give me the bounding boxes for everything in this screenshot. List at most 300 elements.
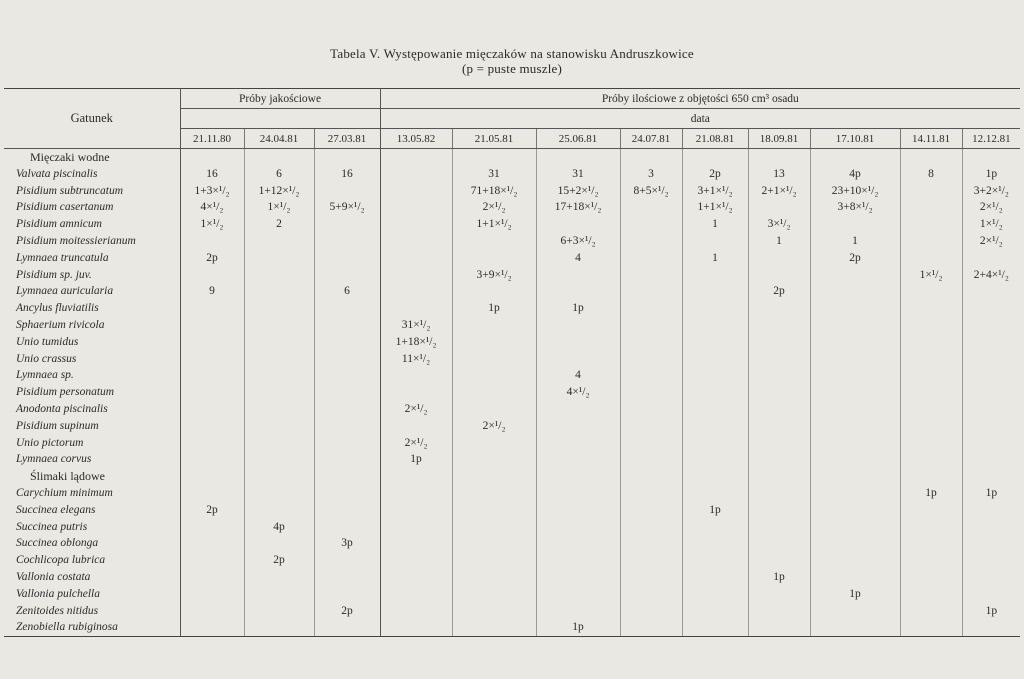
- table-cell: 1p: [452, 300, 536, 317]
- table-cell: [180, 552, 244, 569]
- table-cell: [180, 569, 244, 586]
- table-cell: [620, 519, 682, 536]
- table-cell: 3p: [314, 535, 380, 552]
- table-row: [4, 300, 1020, 317]
- species-name: Unio crassus: [4, 351, 180, 368]
- table-caption: [0, 46, 1024, 76]
- table-cell: [810, 569, 900, 586]
- table-row: [4, 233, 1020, 250]
- table-cell: [810, 502, 900, 519]
- table-cell: [620, 199, 682, 216]
- table-cell: 1p: [985, 604, 998, 617]
- table-cell: 3: [620, 166, 682, 183]
- table-cell: 4: [536, 367, 620, 384]
- table-cell: [962, 502, 1020, 519]
- table-cell: [900, 334, 962, 351]
- table-cell: [748, 300, 810, 317]
- table-cell: 17+18×¹/₂: [536, 199, 620, 216]
- species-name: Pisidium supinum: [4, 418, 180, 435]
- table-cell: [380, 300, 452, 317]
- table-cell: [620, 603, 682, 620]
- table-cell: 1+3×¹/₂: [180, 183, 244, 200]
- table-cell: 2p: [314, 603, 380, 620]
- table-cell: [536, 519, 620, 536]
- table-cell: [620, 267, 682, 284]
- table-cell: [682, 367, 748, 384]
- table-row: [4, 569, 1020, 586]
- table-cell: [180, 435, 244, 452]
- table-cell: [180, 233, 244, 250]
- species-name: Anodonta piscinalis: [4, 401, 180, 418]
- table-cell: [244, 384, 314, 401]
- table-cell: 1×¹/₂: [180, 216, 244, 233]
- table-cell: [244, 317, 314, 334]
- table-subtitle: (p = puste muszle): [461, 61, 563, 76]
- table-row: [4, 535, 1020, 552]
- table-cell: [810, 267, 900, 284]
- table-cell: [962, 451, 1020, 468]
- table-cell: [620, 485, 682, 502]
- table-cell: [900, 519, 962, 536]
- table-row: [4, 603, 1020, 620]
- table-cell: [180, 367, 244, 384]
- table-row: [4, 552, 1020, 569]
- table-cell: [900, 502, 962, 519]
- species-name: Pisidium casertanum: [4, 199, 180, 216]
- table-cell: [452, 317, 536, 334]
- table-cell: [620, 552, 682, 569]
- table-cell: [314, 367, 380, 384]
- table-cell: [810, 300, 900, 317]
- table-cell: [748, 519, 810, 536]
- table-cell: [900, 199, 962, 216]
- table-cell: [620, 300, 682, 317]
- table-cell: [380, 233, 452, 250]
- table-cell: [314, 619, 380, 636]
- table-row: [4, 502, 1020, 519]
- species-name: Lymnaea corvus: [4, 451, 180, 468]
- table-cell: [962, 334, 1020, 351]
- table-cell: [180, 267, 244, 284]
- table-cell: [180, 384, 244, 401]
- table-cell: 3×¹/₂: [748, 216, 810, 233]
- table-cell: [748, 468, 810, 485]
- table-cell: [452, 535, 536, 552]
- table-cell: [682, 603, 748, 620]
- table-cell: [620, 502, 682, 519]
- table-cell: [962, 351, 1020, 368]
- table-cell: [380, 552, 452, 569]
- table-cell: [810, 468, 900, 485]
- table-row: [4, 485, 1020, 502]
- table-cell: [620, 351, 682, 368]
- table-cell: [314, 418, 380, 435]
- table-cell: [180, 351, 244, 368]
- table-cell: 3+1×¹/₂: [682, 183, 748, 200]
- table-row: [4, 351, 1020, 368]
- table-cell: [748, 535, 810, 552]
- table-cell: [962, 586, 1020, 603]
- table-cell: [452, 552, 536, 569]
- species-name: Succinea elegans: [4, 502, 180, 519]
- table-cell: [962, 418, 1020, 435]
- table-cell: [810, 401, 900, 418]
- table-cell: [810, 485, 900, 502]
- table-cell: [244, 535, 314, 552]
- table-cell: 1p: [748, 569, 810, 586]
- table-cell: [810, 519, 900, 536]
- table-cell: [682, 552, 748, 569]
- table-cell: [810, 317, 900, 334]
- date-header: 24.07.81: [620, 129, 682, 149]
- species-name: Lymnaea truncatula: [4, 250, 180, 267]
- table-cell: [536, 451, 620, 468]
- table-cell: [900, 216, 962, 233]
- table-cell: [380, 586, 452, 603]
- table-cell: [380, 166, 452, 183]
- table-cell: [452, 384, 536, 401]
- species-name: Vallonia costata: [4, 569, 180, 586]
- table-cell: [380, 535, 452, 552]
- table-cell: [810, 384, 900, 401]
- date-header: 27.03.81: [314, 129, 380, 149]
- table-cell: [314, 435, 380, 452]
- table-cell: 16: [180, 166, 244, 183]
- table-cell: [452, 367, 536, 384]
- table-cell: [620, 367, 682, 384]
- table-cell: [810, 603, 900, 620]
- table-cell: [962, 300, 1020, 317]
- table-cell: [536, 317, 620, 334]
- table-row: [4, 418, 1020, 435]
- table-cell: [536, 267, 620, 284]
- table-cell: [900, 468, 962, 485]
- table-cell: [244, 334, 314, 351]
- table-cell: [536, 418, 620, 435]
- table-cell: [244, 300, 314, 317]
- table-row: [4, 435, 1020, 452]
- table-row: [4, 250, 1020, 267]
- table-cell: [314, 485, 380, 502]
- table-cell: [620, 435, 682, 452]
- table-cell: [620, 569, 682, 586]
- table-cell: [536, 283, 620, 300]
- table-cell: [900, 149, 962, 166]
- table-cell: [452, 619, 536, 636]
- table-cell: 2×¹/₂: [979, 234, 1003, 247]
- table-cell: 3+9×¹/₂: [452, 267, 536, 284]
- table-cell: [536, 569, 620, 586]
- table-cell: [536, 502, 620, 519]
- mollusc-table: [4, 88, 1020, 637]
- table-row: [4, 334, 1020, 351]
- table-cell: [536, 334, 620, 351]
- table-cell: [244, 468, 314, 485]
- table-cell: [314, 250, 380, 267]
- table-cell: 1+1×¹/₂: [452, 216, 536, 233]
- table-cell: 2p: [180, 250, 244, 267]
- species-name: Pisidium moitessierianum: [4, 233, 180, 250]
- table-cell: [682, 351, 748, 368]
- table-cell: [536, 603, 620, 620]
- table-cell: [962, 569, 1020, 586]
- table-cell: [682, 451, 748, 468]
- table-cell: [962, 435, 1020, 452]
- table-cell: [962, 619, 1020, 636]
- species-name: Succinea putris: [4, 519, 180, 536]
- table-cell: [900, 586, 962, 603]
- table-cell: [180, 468, 244, 485]
- table-cell: 4p: [244, 519, 314, 536]
- table-cell: 5+9×¹/₂: [314, 199, 380, 216]
- table-cell: [452, 401, 536, 418]
- table-cell: [314, 216, 380, 233]
- date-header: 21.08.81: [682, 129, 748, 149]
- table-cell: [810, 283, 900, 300]
- table-cell: 8+5×¹/₂: [620, 183, 682, 200]
- table-cell: [380, 216, 452, 233]
- table-cell: [380, 519, 452, 536]
- table-cell: 4×¹/₂: [536, 384, 620, 401]
- table-row: [4, 283, 1020, 300]
- table-cell: [682, 149, 748, 166]
- table-cell: [180, 149, 244, 166]
- table-cell: [962, 384, 1020, 401]
- date-header: 13.05.82: [380, 129, 452, 149]
- table-cell: [244, 149, 314, 166]
- section-row: [4, 149, 1020, 166]
- species-name: Cochlicopa lubrica: [4, 552, 180, 569]
- table-cell: [380, 199, 452, 216]
- table-cell: [314, 502, 380, 519]
- table-cell: [748, 267, 810, 284]
- table-cell: 1p: [536, 619, 620, 636]
- table-cell: [682, 535, 748, 552]
- section-label: Mięczaki wodne: [4, 149, 180, 166]
- table-header: [4, 89, 1020, 149]
- table-cell: [748, 485, 810, 502]
- table-cell: 23+10×¹/₂: [810, 183, 900, 200]
- table-cell: [810, 367, 900, 384]
- table-cell: [748, 401, 810, 418]
- table-cell: [748, 451, 810, 468]
- table-cell: [314, 586, 380, 603]
- table-cell: [682, 401, 748, 418]
- table-cell: [900, 418, 962, 435]
- table-cell: [244, 502, 314, 519]
- table-cell: 31×¹/₂: [380, 317, 452, 334]
- table-cell: [962, 401, 1020, 418]
- species-column-header: Gatunek: [4, 89, 180, 149]
- table-cell: 1×¹/₂: [900, 267, 962, 284]
- table-cell: [180, 485, 244, 502]
- table-cell: [682, 233, 748, 250]
- table-cell: [380, 283, 452, 300]
- table-cell: 6+3×¹/₂: [536, 233, 620, 250]
- table-cell: [180, 334, 244, 351]
- table-cell: [900, 535, 962, 552]
- table-cell: [380, 619, 452, 636]
- table-cell: [244, 267, 314, 284]
- table-cell: 1+18×¹/₂: [380, 334, 452, 351]
- species-name: Pisidium sp. juv.: [4, 267, 180, 284]
- table-title: Tabela V. Występowanie mięczaków na stanowisku Andruszkowice: [330, 46, 694, 61]
- table-cell: [620, 401, 682, 418]
- table-cell: [962, 468, 1020, 485]
- table-cell: [682, 485, 748, 502]
- table-row: [4, 619, 1020, 636]
- species-name: Zenobiella rubiginosa: [4, 619, 180, 636]
- table-cell: [452, 468, 536, 485]
- date-header: 14.11.81: [900, 129, 962, 149]
- table-cell: [682, 586, 748, 603]
- table-cell: [620, 216, 682, 233]
- table-cell: 1: [810, 233, 900, 250]
- table-cell: 1p: [900, 485, 962, 502]
- quantitative-header: Próby ilościowe z objętości 650 cm³ osadu: [380, 89, 1020, 109]
- table-cell: [244, 586, 314, 603]
- table-cell: 4: [536, 250, 620, 267]
- table-cell: [244, 351, 314, 368]
- table-cell: [682, 468, 748, 485]
- table-cell: [682, 569, 748, 586]
- species-name: Carychium minimum: [4, 485, 180, 502]
- table-cell: 4×¹/₂: [180, 199, 244, 216]
- table-cell: 1: [748, 233, 810, 250]
- table-cell: 16: [314, 166, 380, 183]
- table-cell: [380, 603, 452, 620]
- table-cell: [244, 250, 314, 267]
- table-cell: 2p: [180, 502, 244, 519]
- table-cell: [620, 250, 682, 267]
- table-cell: [900, 401, 962, 418]
- table-cell: [620, 451, 682, 468]
- table-cell: [620, 384, 682, 401]
- table-cell: [962, 250, 1020, 267]
- table-cell: [900, 552, 962, 569]
- section-label: Ślimaki lądowe: [4, 468, 180, 485]
- species-name: Pisidium amnicum: [4, 216, 180, 233]
- table-cell: 2p: [748, 283, 810, 300]
- table-cell: [900, 317, 962, 334]
- table-cell: [620, 317, 682, 334]
- table-cell: [244, 603, 314, 620]
- species-name: Pisidium subtruncatum: [4, 183, 180, 200]
- table-cell: 1p: [380, 451, 452, 468]
- date-header: 24.04.81: [244, 129, 314, 149]
- table-cell: [380, 250, 452, 267]
- table-cell: [244, 367, 314, 384]
- table-cell: [620, 334, 682, 351]
- table-row: [4, 216, 1020, 233]
- table-cell: [900, 283, 962, 300]
- table-cell: [452, 283, 536, 300]
- table-cell: [682, 283, 748, 300]
- table-cell: [620, 418, 682, 435]
- table-cell: [748, 199, 810, 216]
- table-cell: [452, 233, 536, 250]
- table-cell: [682, 418, 748, 435]
- date-header: 21.05.81: [452, 129, 536, 149]
- table-cell: 1+1×¹/₂: [682, 199, 748, 216]
- table-cell: [180, 619, 244, 636]
- table-cell: [748, 367, 810, 384]
- date-header: 21.11.80: [180, 129, 244, 149]
- table-cell: [536, 586, 620, 603]
- date-header: 17.10.81: [810, 129, 900, 149]
- table-cell: [900, 351, 962, 368]
- table-cell: [748, 586, 810, 603]
- table-cell: [900, 233, 962, 250]
- table-cell: 15+2×¹/₂: [536, 183, 620, 200]
- species-name: Lymnaea auricularia: [4, 283, 180, 300]
- table-cell: [452, 351, 536, 368]
- species-name: Succinea oblonga: [4, 535, 180, 552]
- table-cell: [748, 619, 810, 636]
- table-cell: [620, 619, 682, 636]
- table-cell: 31: [536, 166, 620, 183]
- table-cell: [962, 367, 1020, 384]
- table-cell: [244, 283, 314, 300]
- table-row: [4, 401, 1020, 418]
- table-cell: [962, 317, 1020, 334]
- table-cell: [244, 418, 314, 435]
- table-cell: [180, 603, 244, 620]
- table-cell: [452, 502, 536, 519]
- table-cell: [620, 233, 682, 250]
- table-cell: [452, 334, 536, 351]
- table-cell: [314, 552, 380, 569]
- table-cell: [682, 267, 748, 284]
- table-row: [4, 267, 1020, 284]
- table-cell: [380, 468, 452, 485]
- table-cell: [536, 552, 620, 569]
- species-name: Sphaerium rivicola: [4, 317, 180, 334]
- table-cell: [380, 502, 452, 519]
- table-cell: [180, 300, 244, 317]
- table-cell: [180, 519, 244, 536]
- table-cell: [314, 300, 380, 317]
- table-cell: [748, 351, 810, 368]
- date-header: 12.12.81: [962, 129, 1020, 149]
- date-header: 25.06.81: [536, 129, 620, 149]
- table-body: [4, 149, 1020, 637]
- table-row: [4, 199, 1020, 216]
- table-cell: [244, 569, 314, 586]
- table-cell: 1: [682, 216, 748, 233]
- table-cell: 13: [748, 166, 810, 183]
- table-cell: [180, 418, 244, 435]
- table-cell: [452, 586, 536, 603]
- table-cell: [314, 401, 380, 418]
- table-cell: 1p: [985, 486, 998, 499]
- section-row: [4, 468, 1020, 485]
- table-cell: [244, 451, 314, 468]
- table-cell: [452, 149, 536, 166]
- table-cell: [314, 451, 380, 468]
- table-cell: [380, 267, 452, 284]
- table-cell: [900, 603, 962, 620]
- table-cell: [962, 149, 1020, 166]
- table-row: [4, 317, 1020, 334]
- table-cell: 1p: [810, 586, 900, 603]
- table-cell: [536, 216, 620, 233]
- table-cell: [962, 519, 1020, 536]
- table-cell: [620, 149, 682, 166]
- species-name: Valvata piscinalis: [4, 166, 180, 183]
- table-cell: [900, 435, 962, 452]
- date-header: 18.09.81: [748, 129, 810, 149]
